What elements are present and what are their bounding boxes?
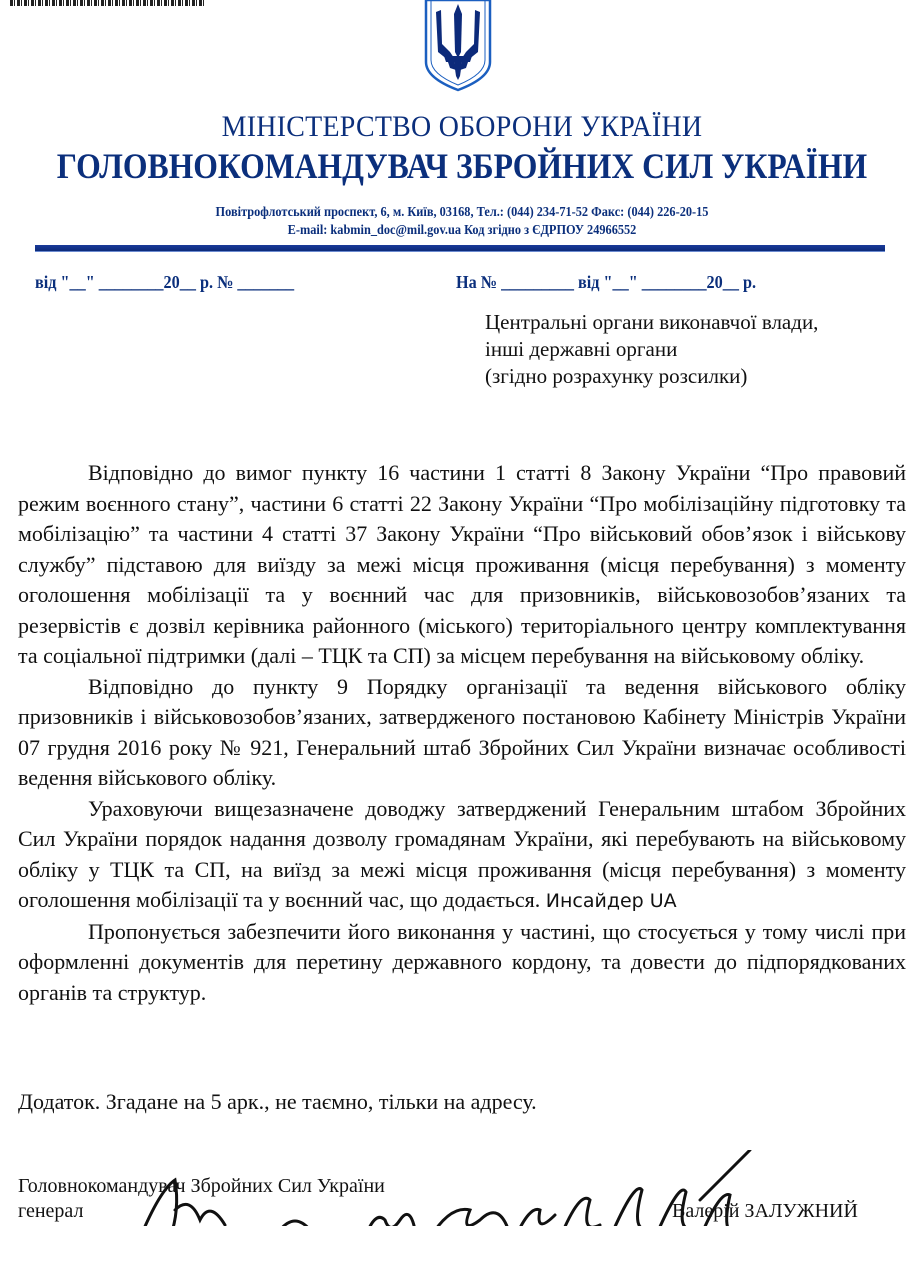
commander-title: ГОЛОВНОКОМАНДУВАЧ ЗБРОЙНИХ СИЛ УКРАЇНИ bbox=[56, 146, 868, 186]
tryzub-coat-of-arms-icon bbox=[420, 0, 496, 92]
addressee-block bbox=[485, 309, 818, 390]
addressee-line: інші державні органи bbox=[485, 337, 678, 361]
attachment-note: Додаток. Згадане на 5 арк., не таємно, тільки на адресу. bbox=[18, 1089, 537, 1114]
letter-body bbox=[18, 458, 906, 1008]
addressee-line: (згідно розрахунку розсилки) bbox=[485, 364, 748, 388]
barcode bbox=[10, 0, 206, 6]
address-line: Повітрофлотський проспект, 6, м. Київ, 03168, Тел.: (044) 234-71-52 Факс: (044) 226-20-15 bbox=[215, 205, 709, 220]
addressee-line: Центральні органи виконавчої влади, bbox=[485, 310, 819, 334]
incoming-reference: На № _________ від "__" ________20__ р. bbox=[456, 272, 757, 292]
body-paragraph: Відповідно до пункту 9 Порядку організації та ведення військового обліку призовників і військовозобов’язаних, затвердженого постановою Кабінету Міністрів України 07 грудня 2016 року № 921, Генеральний штаб Збройних Сил України визначає особливості ведення військового обліку. bbox=[18, 673, 906, 790]
outgoing-reference: від "__" ________20__ р. № _______ bbox=[35, 272, 295, 292]
email-line: E-mail: kabmin_doc@mil.gov.ua Код згідно з ЄДРПОУ 24966552 bbox=[287, 223, 637, 238]
signatory-name: Валерій ЗАЛУЖНИЙ bbox=[672, 1200, 858, 1222]
body-paragraph: Відповідно до вимог пункту 16 частини 1 статті 8 Закону України “Про правовий режим воєнного стану”, частини 6 статті 22 Закону України “Про мобілізаційну підготовку та мобілізацію” та частини 4 статті 37 Закону України “Про військовий обов’язок і військову службу” підставою для виїзду за межі місця проживання (місця перебування) з моменту оголошення мобілізації та у воєнний час для призовників, військовозобов’язаних та резервістів є дозвіл керівника районного (міського) територіального центру комплектування та соціальної підтримки (далі – ТЦК та СП) за місцем перебування на військовому обліку. bbox=[18, 460, 906, 668]
body-paragraph: Пропонується забезпечити його виконання у частині, що стосується у тому числі при оформленні документів для перетину державного кордону, та довести до підпорядкованих органів та структур. bbox=[18, 918, 906, 1005]
page-bottom-margin bbox=[0, 1226, 924, 1280]
watermark-text: Инсайдер UA bbox=[545, 890, 677, 912]
body-paragraph-text: Ураховуючи вищезазначене доводжу затверджений Генеральним штабом Збройних Сил України порядок надання дозволу громадянам України, які перебувають на військовому обліку у ТЦК та СП, на виїзд за межі місця проживання (місця перебування) з моменту оголошення мобілізації та у воєнний час, що додається. bbox=[18, 795, 906, 912]
header-divider bbox=[35, 245, 885, 252]
signatory-rank: генерал bbox=[18, 1200, 84, 1222]
ministry-title: МІНІСТЕРСТВО ОБОРОНИ УКРАЇНИ bbox=[221, 110, 703, 143]
body-paragraph bbox=[18, 794, 906, 917]
signatory-title: Головнокомандувач Збройних Сил України bbox=[18, 1175, 385, 1197]
